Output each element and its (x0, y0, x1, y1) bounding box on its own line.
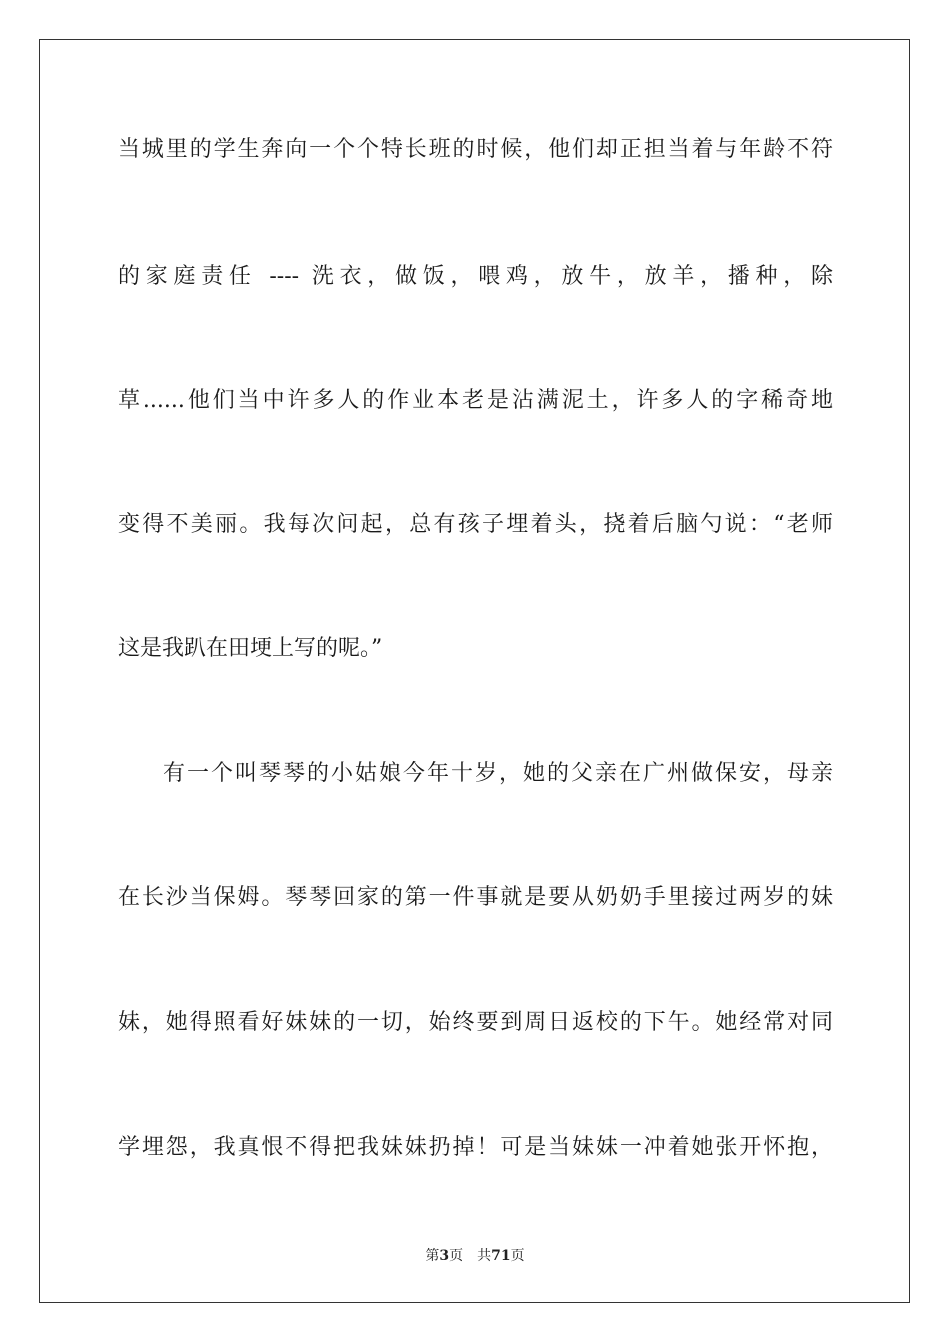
total-prefix: 共 (477, 1248, 492, 1264)
text-line: 妹，她得照看好妹妹的一切，始终要到周日返校的下午。她经常对同 (118, 1010, 833, 1035)
page-footer (0, 1246, 950, 1266)
text-line: 变得不美丽。我每次问起，总有孩子埋着头，挠着后脑勺说：“老师 (118, 512, 833, 537)
page-frame (39, 39, 910, 1303)
text-line: 当城里的学生奔向一个个特长班的时候，他们却正担当着与年龄不符 (118, 137, 833, 162)
page-total-number: 71 (491, 1248, 511, 1264)
text-line: 的家庭责任 ---- 洗衣，做饭，喂鸡，放牛，放羊，播种，除 (118, 264, 833, 289)
paragraph-first-line: 有一个叫琴琴的小姑娘今年十岁，她的父亲在广州做保安，母亲 (163, 761, 833, 786)
text-line: 草......他们当中许多人的作业本老是沾满泥土，许多人的字稀奇地 (118, 388, 833, 413)
page-prefix: 第 (425, 1248, 440, 1264)
total-suffix: 页 (510, 1248, 525, 1264)
text-line: 这是我趴在田埂上写的呢。” (118, 636, 383, 661)
text-line: 在长沙当保姆。琴琴回家的第一件事就是要从奶奶手里接过两岁的妹 (118, 885, 833, 910)
page-current-number: 3 (439, 1248, 450, 1264)
text-line: 学埋怨，我真恨不得把我妹妹扔掉！可是当妹妹一冲着她张开怀抱， (118, 1135, 833, 1160)
page-suffix: 页 (449, 1248, 464, 1264)
